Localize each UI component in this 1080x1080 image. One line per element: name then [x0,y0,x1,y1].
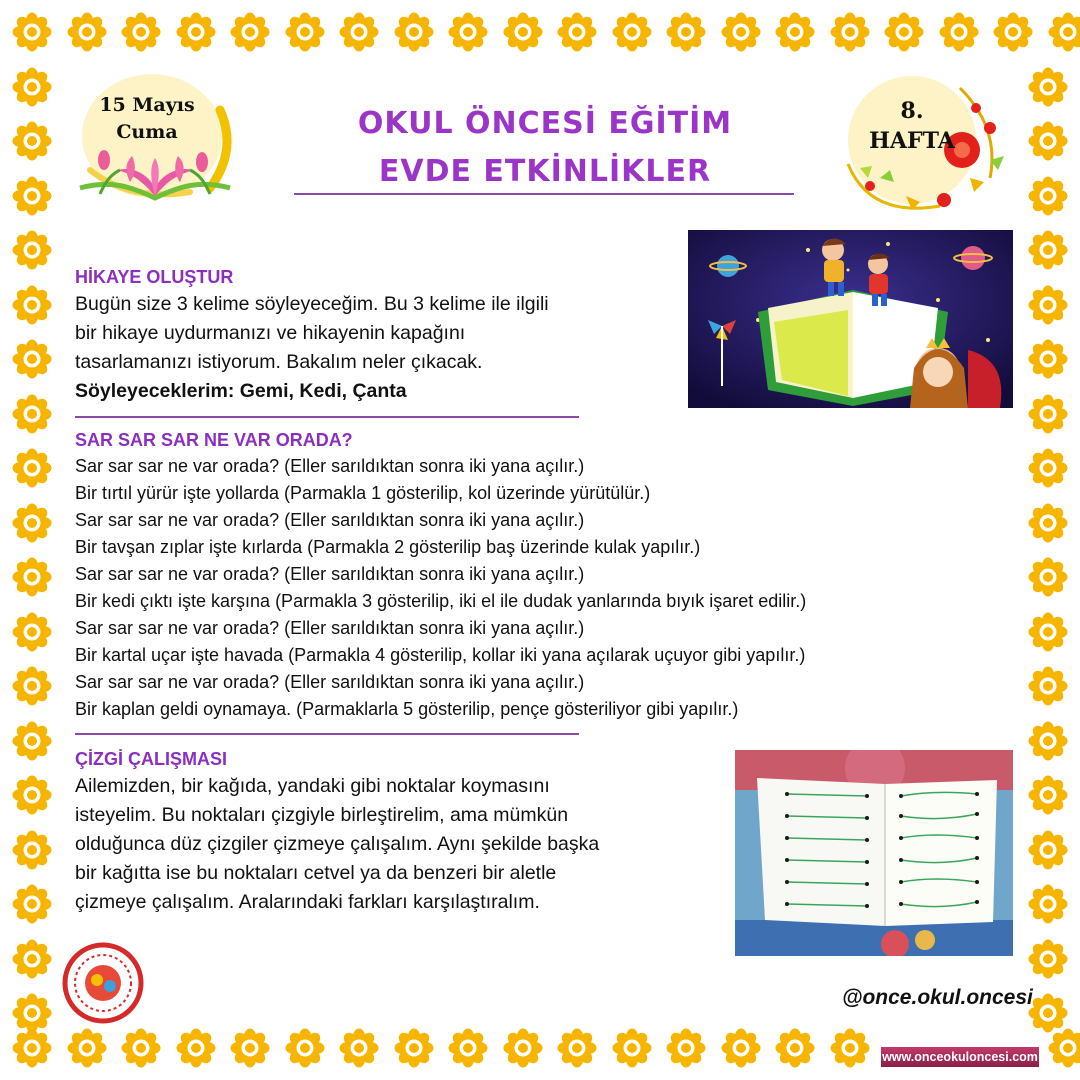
date-day: 15 Mayıs [99,94,195,116]
line-practice-photo [735,750,1013,956]
week-badge [840,68,1010,218]
border-flower-icon [1028,830,1068,870]
border-flower-icon [12,339,52,379]
border-flower-icon [1028,67,1068,107]
border-flower-icon [12,394,52,434]
border-flower-icon [1028,993,1068,1033]
social-handle: @once.okul.oncesi [842,986,1033,1009]
drawing-line: çizmeye çalışalım. Aralarındaki farkları karşılaştıralım. [75,891,540,913]
border-flower-icon [1028,939,1068,979]
week-number: 8. [900,98,924,124]
song-divider [75,733,579,735]
border-flower-icon [939,12,979,52]
border-flower-icon [1048,12,1080,52]
border-flower-icon [1028,448,1068,488]
story-illustration [688,230,1013,408]
border-flower-icon [12,775,52,815]
story-text [75,290,675,406]
song-line: Bir kaplan geldi oynamaya. (Parmaklarla 5 gösterilip, pençe gösteriliyor gibi yapılır.) [75,699,739,719]
book-kids-illustration-icon [688,230,1013,408]
border-flower-icon [1028,339,1068,379]
border-flower-icon [12,557,52,597]
song-text [75,453,1005,723]
border-flower-icon [12,884,52,924]
border-flower-icon [12,67,52,107]
story-heading: HİKAYE OLUŞTUR [75,267,234,287]
logo-stamp-icon [62,942,144,1024]
drawing-heading: ÇİZGİ ÇALIŞMASI [75,749,227,769]
border-flower-icon [12,939,52,979]
border-flower-icon [12,176,52,216]
border-flower-icon [1028,666,1068,706]
border-flower-icon [1028,721,1068,761]
border-flower-icon [230,12,270,52]
week-word: HAFTA [869,128,955,154]
border-flower-icon [12,12,52,52]
story-line: Bugün size 3 kelime söyleyeceğim. Bu 3 kelime ile ilgili [75,293,549,315]
story-line: bir hikaye uydurmanızı ve hikayenin kapağını [75,322,466,344]
border-flower-icon [1028,557,1068,597]
song-line: Bir kartal uçar işte havada (Parmakla 4 gösterilip, kollar iki yana açılarak uçuyor gibi yapılır.) [75,645,806,665]
week-label [862,96,962,156]
drawing-text [75,772,725,917]
song-line: Bir tırtıl yürür işte yollarda (Parmakla 1 gösterilip, kol üzerinde yürütülür.) [75,483,651,503]
border-flower-icon [503,12,543,52]
song-line: Sar sar sar ne var orada? (Eller sarıldıktan sonra iki yana açılır.) [75,510,585,530]
border-flower-icon [666,1028,706,1068]
border-flower-icon [503,1028,543,1068]
border-flower-icon [12,612,52,652]
song-line: Bir kedi çıktı işte karşına (Parmakla 3 gösterilip, iki el ile dudak yanlarında bıyık işaret edilir.) [75,591,807,611]
border-flower-icon [12,1028,52,1068]
border-flower-icon [285,12,325,52]
border-flower-icon [830,12,870,52]
border-flower-icon [67,1028,107,1068]
border-flower-icon [12,721,52,761]
title-line-2: EVDE ETKİNLİKLER [378,154,712,189]
border-flower-icon [12,830,52,870]
border-flower-icon [339,1028,379,1068]
border-flower-icon [775,1028,815,1068]
border-flower-icon [1028,121,1068,161]
title-divider [294,193,794,195]
border-flower-icon [1048,1028,1080,1068]
border-flower-icon [285,1028,325,1068]
title-line-1: OKUL ÖNCESİ EĞİTİM [357,106,733,141]
border-flower-icon [884,12,924,52]
border-flower-icon [1028,394,1068,434]
border-flower-icon [176,12,216,52]
song-line: Sar sar sar ne var orada? (Eller sarıldıktan sonra iki yana açılır.) [75,618,585,638]
border-flower-icon [830,1028,870,1068]
border-flower-icon [1028,285,1068,325]
border-flower-icon [1028,503,1068,543]
song-heading: SAR SAR SAR NE VAR ORADA? [75,430,353,450]
border-flower-icon [721,1028,761,1068]
border-flower-icon [993,12,1033,52]
border-flower-icon [339,12,379,52]
story-line: tasarlamanızı istiyorum. Bakalım neler çıkacak. [75,351,483,373]
border-flower-icon [557,12,597,52]
border-flower-icon [12,503,52,543]
border-flower-icon [394,12,434,52]
border-flower-icon [12,993,52,1033]
dotted-lines-paper-icon [735,750,1013,956]
border-flower-icon [612,1028,652,1068]
border-flower-icon [448,12,488,52]
song-line: Sar sar sar ne var orada? (Eller sarıldıktan sonra iki yana açılır.) [75,456,585,476]
date-label [92,92,202,146]
date-badge [70,70,240,210]
website-url[interactable]: www.onceokuloncesi.com [880,1046,1040,1068]
border-flower-icon [12,448,52,488]
page-title [295,100,795,196]
border-flower-icon [666,12,706,52]
drawing-line: bir kağıtta ise bu noktaları cetvel ya da benzeri bir aletle [75,862,557,884]
border-flower-icon [176,1028,216,1068]
border-flower-icon [1028,612,1068,652]
border-flower-icon [67,12,107,52]
border-flower-icon [121,12,161,52]
border-flower-icon [230,1028,270,1068]
border-flower-icon [775,12,815,52]
story-divider [75,416,579,418]
border-flower-icon [1028,176,1068,216]
story-words: Söyleyeceklerim: Gemi, Kedi, Çanta [75,380,407,402]
border-flower-icon [12,666,52,706]
border-flower-icon [121,1028,161,1068]
drawing-line: Ailemizden, bir kağıda, yandaki gibi noktalar koymasını [75,775,550,797]
border-flower-icon [12,121,52,161]
song-line: Sar sar sar ne var orada? (Eller sarıldıktan sonra iki yana açılır.) [75,564,585,584]
date-weekday: Cuma [116,121,178,143]
border-flower-icon [448,1028,488,1068]
border-flower-icon [721,12,761,52]
drawing-line: isteyelim. Bu noktaları çizgiyle birleştirelim, ama mümkün [75,804,569,826]
song-line: Sar sar sar ne var orada? (Eller sarıldıktan sonra iki yana açılır.) [75,672,585,692]
border-flower-icon [1028,230,1068,270]
border-flower-icon [557,1028,597,1068]
border-flower-icon [12,230,52,270]
border-flower-icon [12,285,52,325]
border-flower-icon [1028,775,1068,815]
drawing-line: olduğunca düz çizgiler çizmeye çalışalım. Aynı şekilde başka [75,833,600,855]
border-flower-icon [1028,884,1068,924]
song-line: Bir tavşan zıplar işte kırlarda (Parmakla 2 gösterilip baş üzerinde kulak yapılır.) [75,537,701,557]
border-flower-icon [612,12,652,52]
border-flower-icon [394,1028,434,1068]
